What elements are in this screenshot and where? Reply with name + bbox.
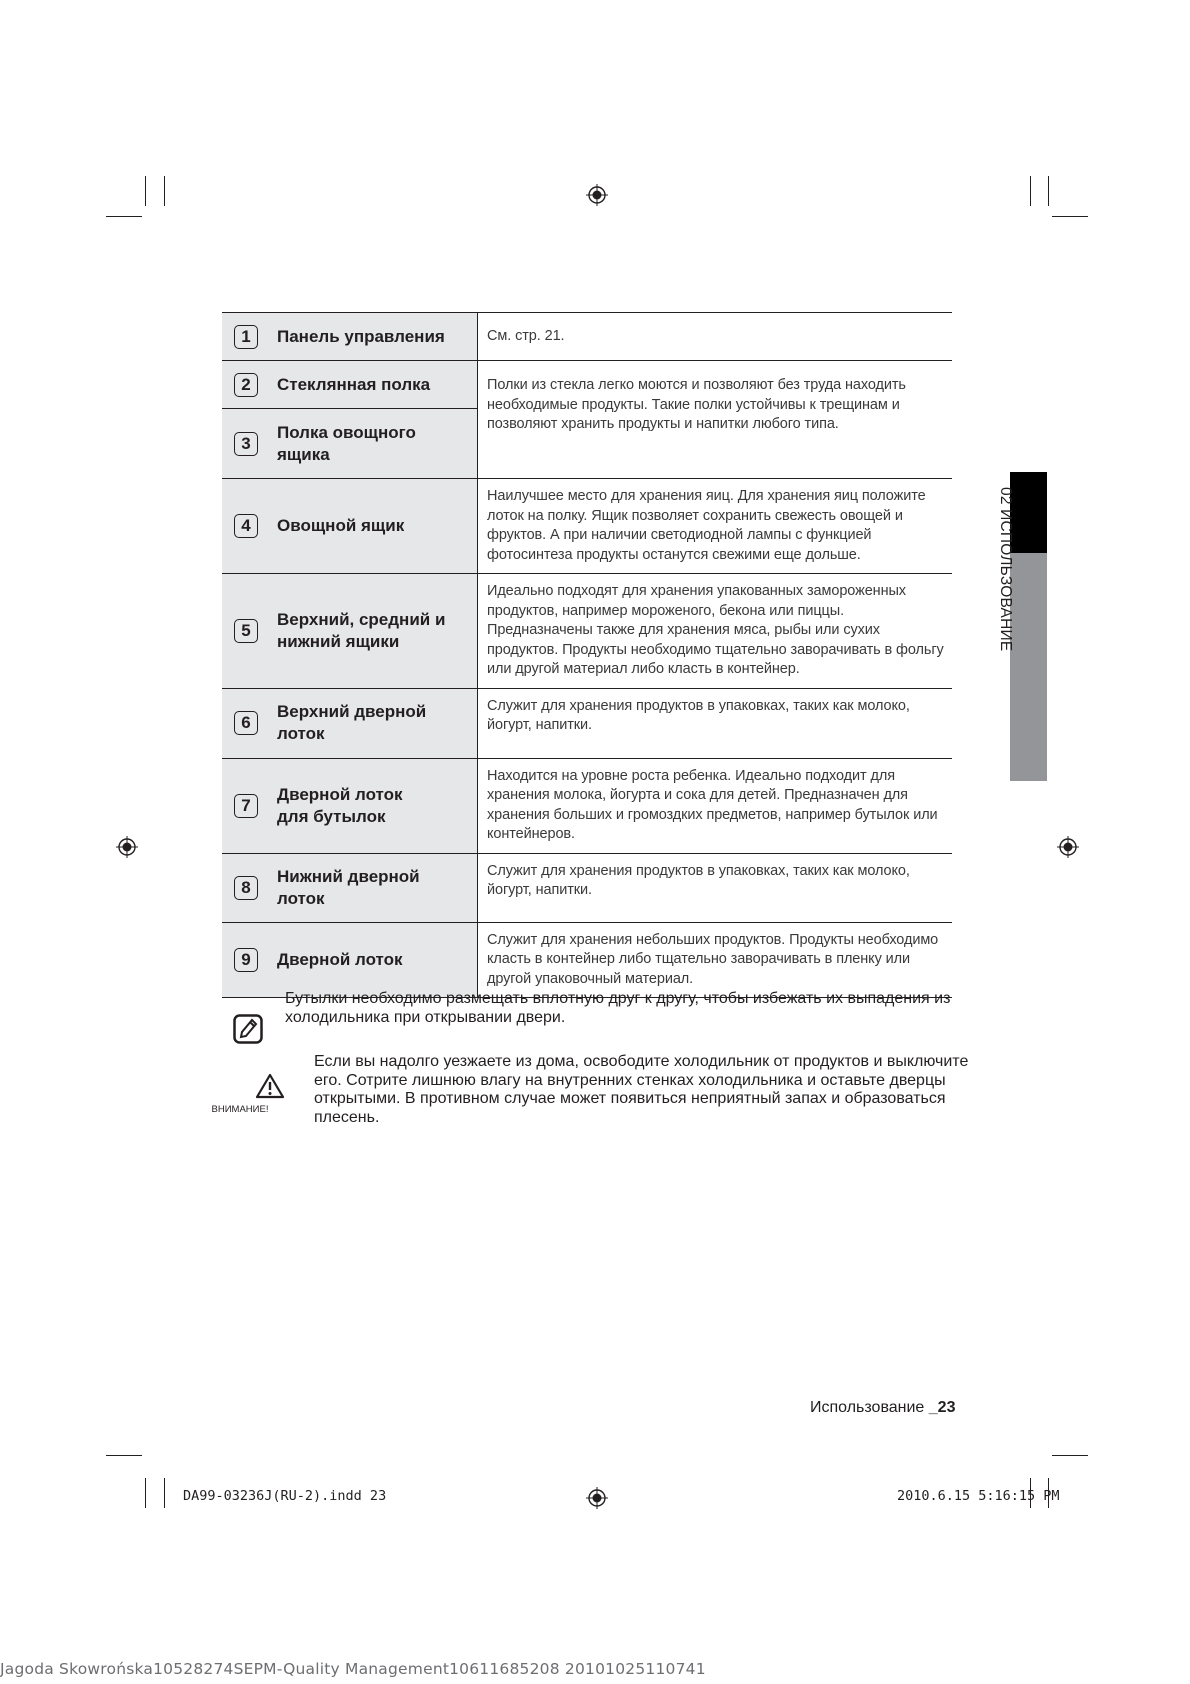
item-number-badge: 2: [234, 373, 258, 397]
item-description: Находится на уровне роста ребенка. Идеально подходит для хранения молока, йогурта и сока для детей. Предназначен для хранения больших и громоздких предметов, например бутылок или контейнеров.: [478, 758, 953, 853]
warning-icon: [255, 1073, 285, 1099]
item-description: Служит для хранения продуктов в упаковках, таких как молоко, йогурт, напитки.: [478, 688, 953, 758]
item-number-badge: 1: [234, 325, 258, 349]
item-title: Дверной лоток для бутылок: [277, 784, 403, 826]
item-number-badge: 3: [234, 432, 258, 456]
crop-mark: [145, 176, 146, 206]
table-row: [222, 922, 952, 998]
table-row: [222, 758, 952, 853]
warning-text: Если вы надолго уезжаете из дома, освободите холодильник от продуктов и выключите его. Сотрите лишнюю влагу на внутренних стенках холодильника и оставьте дверцы открытыми. В противном случае может появиться неприятный запах и образоваться плесень.: [314, 1053, 969, 1126]
crop-mark: [1030, 176, 1031, 206]
table-row: [222, 574, 952, 689]
registration-mark-icon: [586, 1487, 608, 1509]
warning-label: ВНИМАНИЕ!: [211, 1104, 269, 1115]
note-block: [222, 990, 982, 1049]
item-title: Нижний дверной лоток: [277, 866, 420, 908]
item-number-badge: 5: [234, 619, 258, 643]
registration-mark-icon: [586, 184, 608, 206]
section-tab-label: 02 ИСПОЛЬЗОВАНИЕ: [997, 487, 1014, 652]
section-tab-marker: [1010, 472, 1047, 553]
crop-mark: [164, 1478, 165, 1508]
item-number-badge: 7: [234, 794, 258, 818]
item-description: См. стр. 21.: [478, 313, 953, 361]
section-tab-background: [1010, 553, 1047, 781]
item-description: Полки из стекла легко моются и позволяют без труда находить необходимые продукты. Такие полки устойчивы к трещинам и позволяют хранить продукты и напитки любого типа.: [478, 361, 953, 479]
date-slug: 2010.6.15 5:16:15 PM: [897, 1488, 1060, 1504]
page-footer: [810, 1399, 955, 1417]
item-description: Идеально подходят для хранения упакованных замороженных продуктов, например мороженого, бекона или пиццы. Предназначены также для хранения мяса, рыбы или сухих продуктов. Продукты необходимо тщательно заворачивать в фольгу или другой материал либо класть в контейнер.: [478, 574, 953, 689]
item-description: Служит для хранения продуктов в упаковках, таких как молоко, йогурт, напитки.: [478, 853, 953, 922]
item-description: Наилучшее место для хранения яиц. Для хранения яиц положите лоток на полку. Ящик позволяет сохранить свежесть овощей и фруктов. А при наличии светодиодной лампы с функцией фотосинтеза продукты останутся свежими еще дольше.: [478, 479, 953, 574]
crop-mark: [1048, 176, 1049, 206]
item-number-badge: 6: [234, 711, 258, 735]
item-title: Верхний, средний и нижний ящики: [277, 609, 446, 651]
table-row: [222, 853, 952, 922]
crop-mark: [1052, 216, 1088, 217]
item-description: Служит для хранения небольших продуктов. Продукты необходимо класть в контейнер либо тщательно заворачивать в пленку или другой упаковочный материал.: [478, 922, 953, 998]
crop-mark: [106, 216, 142, 217]
page-number: _23: [928, 1399, 956, 1416]
item-title: Овощной ящик: [277, 516, 405, 535]
item-title: Панель управления: [277, 326, 445, 346]
parts-table: [222, 312, 952, 998]
footer-section: Использование: [810, 1399, 929, 1416]
table-row: [222, 479, 952, 574]
item-title: Стеклянная полка: [277, 374, 431, 394]
item-number-badge: 4: [234, 514, 258, 538]
crop-mark: [164, 176, 165, 206]
item-title: Дверной лоток: [277, 949, 403, 969]
table-row: [222, 313, 952, 361]
item-title: Полка овощного ящика: [277, 422, 416, 464]
note-icon: [233, 1014, 263, 1044]
note-text: Бутылки необходимо размещать вплотную друг к другу, чтобы избежать их выпадения из холодильника при открывании двери.: [285, 990, 951, 1026]
bottom-stamp: Jagoda Skowrońska10528274SEPM-Quality Management10611685208 20101025110741: [0, 1660, 706, 1678]
table-row: [222, 361, 952, 409]
registration-mark-icon: [1057, 836, 1079, 858]
item-title: Верхний дверной лоток: [277, 702, 427, 743]
registration-mark-icon: [116, 836, 138, 858]
crop-mark: [1052, 1455, 1088, 1456]
notes-section: [211, 990, 982, 1127]
item-number-badge: 9: [234, 948, 258, 972]
file-slug: DA99-03236J(RU-2).indd 23: [183, 1488, 387, 1504]
warning-block: [211, 1053, 982, 1127]
crop-mark: [145, 1478, 146, 1508]
table-row: [222, 688, 952, 758]
crop-mark: [106, 1455, 142, 1456]
item-number-badge: 8: [234, 876, 258, 900]
